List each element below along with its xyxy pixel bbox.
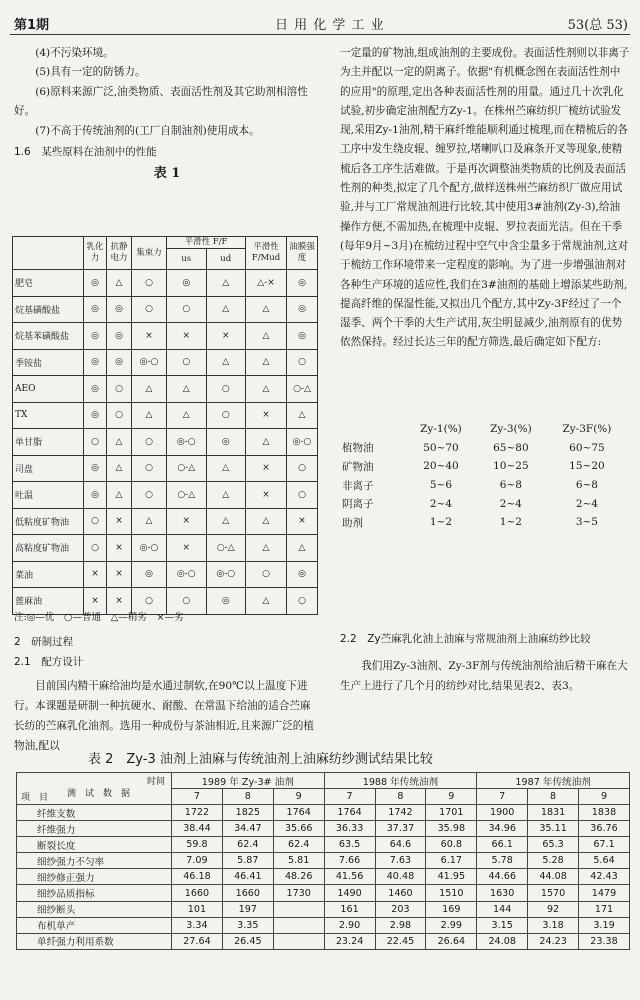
table-cell: 46.41 [222,869,273,885]
table-cell: 44.08 [528,869,579,885]
table-cell: 5.28 [528,853,579,869]
col-header [342,420,406,439]
col-header: 平滑性 F/F [167,237,246,249]
table-cell: ○-△ [167,455,207,482]
table-cell: 23.24 [324,933,375,949]
table-cell: 5.81 [273,853,324,869]
table-cell: 65~80 [493,441,529,454]
table-row [17,933,630,949]
col-header: 平滑性 F/Mud [246,237,287,270]
table-cell: 66.1 [477,837,528,853]
table-cell: ○ [84,429,107,456]
table-cell: △ [246,376,287,403]
row-label: 蓖麻油 [13,588,84,615]
table-cell: 1~2 [499,516,522,529]
table-cell: 197 [222,901,273,917]
table-cell: 65.3 [528,837,579,853]
paragraph: 目前国内精干麻给油均是水通过制软,在90℃以上温度下进行。本课题是研制一种抗硬水、耐酸、在常温下给油的适合苎麻长纺的苎麻乳化油剂。选用一种成份与茶油相近,且来源广泛的植物油,配以 [14,680,314,753]
table-row [17,885,630,901]
table-cell [273,901,324,917]
table-cell: △ [246,349,287,376]
table-cell: 10~25 [493,460,529,473]
table-cell: ○ [206,402,246,429]
table-cell: 46.18 [172,869,223,885]
row-label: 菜油 [13,561,84,588]
corner-data: 测 试 数 据 [67,789,131,799]
col-header: 抗静电力 [107,237,132,270]
formula-table [342,420,628,532]
table-cell: 36.33 [324,821,375,837]
table-cell: 42.43 [579,869,630,885]
table-cell: × [246,402,287,429]
table-row [17,805,630,821]
table-cell: ◎-○ [132,535,167,562]
table-cell: ○ [246,561,287,588]
table-cell: ◎ [107,296,132,323]
table-cell: △ [287,535,318,562]
table-cell: × [84,561,107,588]
month-header: 7 [324,789,375,805]
row-label: 肥皂 [13,270,84,297]
table-cell: △ [246,508,287,535]
row-label: 助剂 [342,516,363,529]
table-cell: × [287,508,318,535]
table-cell: ○ [107,376,132,403]
table-cell: ○ [287,455,318,482]
table-cell: ◎-○ [206,561,246,588]
table-cell: ○ [132,296,167,323]
table-cell: △ [246,296,287,323]
table-cell: × [107,561,132,588]
table-cell: 41.56 [324,869,375,885]
table-cell: ◎ [206,588,246,615]
table-cell [273,933,324,949]
table-row [17,853,630,869]
issue-number: 第1期 [14,18,50,33]
table-cell: ○ [167,296,207,323]
table-cell: △ [107,455,132,482]
table-cell: ○-△ [167,482,207,509]
table-cell: 15~20 [569,460,605,473]
table-cell: 60~75 [569,441,605,454]
month-header: 9 [426,789,477,805]
row-label: 高粘度矿物油 [13,535,84,562]
table-cell: × [246,455,287,482]
table-cell: △ [132,376,167,403]
table-cell: 2.98 [375,917,426,933]
table-cell: ◎ [84,349,107,376]
row-label: TX [13,402,84,429]
table-row [17,917,630,933]
row-label: 吐温 [13,482,84,509]
table-cell: ○ [132,270,167,297]
table-cell: ◎-○ [132,349,167,376]
col-header: us [167,249,207,270]
table-cell: 3.15 [477,917,528,933]
row-label: 矿物油 [342,460,374,473]
row-label: 断裂长度 [17,837,172,853]
table-cell: 2~4 [575,497,598,510]
table-cell: 5.78 [477,853,528,869]
table-cell: ○ [132,429,167,456]
list-item: (6)原料来源广泛,油类物质、表面活性剂及其它助剂相溶性好。 [14,85,308,118]
table-cell: ○ [206,376,246,403]
month-header: 7 [172,789,223,805]
list-item: (7)不高于传统油剂的(工厂自制油剂)使用成本。 [35,124,260,137]
page-number: 53(总 53) [567,18,628,33]
table-cell: ○ [167,349,207,376]
table-cell: 3~5 [575,516,598,529]
table-cell: 1~2 [429,516,453,529]
table-cell: △ [246,429,287,456]
table-cell: 26.45 [222,933,273,949]
table-cell: 35.66 [273,821,324,837]
table-row [13,561,318,588]
table-cell: 1838 [579,805,630,821]
table-row [342,513,628,532]
table-cell: × [107,535,132,562]
table-cell: 1825 [222,805,273,821]
table-cell: 92 [528,901,579,917]
table-cell: 62.4 [273,837,324,853]
table-cell: △ [287,402,318,429]
table-cell: ◎ [84,323,107,350]
col-header: Zy-3F(%) [562,423,612,436]
table-row [17,821,630,837]
table-cell: 64.6 [375,837,426,853]
table-row [342,494,628,513]
table1-title: 表 1 [153,166,181,182]
table-row [342,476,628,495]
table-cell: × [167,535,207,562]
table-cell: × [246,482,287,509]
table-cell: 1722 [172,805,223,821]
table-cell: ○ [167,588,207,615]
table-cell: 44.66 [477,869,528,885]
col-header: Zy-3(%) [490,423,532,436]
table-cell: ◎-○ [287,429,318,456]
right-column-bottom [340,630,630,696]
table-cell: 20~40 [423,460,459,473]
table-cell: 1764 [324,805,375,821]
table-cell: 5.87 [222,853,273,869]
table-cell: △ [206,482,246,509]
table-cell: △ [206,455,246,482]
corner-item: 项 目 [21,793,49,803]
table-cell: 2.90 [324,917,375,933]
table-row [17,901,630,917]
table-cell: ◎ [107,349,132,376]
table-cell: 6~8 [499,479,522,492]
table-cell: ◎ [107,323,132,350]
row-label: 低粘度矿物油 [13,508,84,535]
table-cell: 5~6 [429,479,453,492]
table-cell: 1630 [477,885,528,901]
table-row [13,349,318,376]
row-label: 布机单产 [17,917,172,933]
table-cell: 2.99 [426,917,477,933]
table-cell: 1479 [579,885,630,901]
table-cell: ○-△ [206,535,246,562]
right-column-top [340,44,630,353]
table-cell: 6~8 [575,479,598,492]
table-cell: × [107,588,132,615]
table-cell: ◎ [287,296,318,323]
col-header: ud [206,249,246,270]
table-row [13,376,318,403]
table-row [17,869,630,885]
table2-caption: 表 2 Zy-3 油剂上油麻与传统油剂上油麻纺纱测试结果比较 [88,752,433,767]
table-cell: 40.48 [375,869,426,885]
table-cell: 1460 [375,885,426,901]
paragraph: 我们用Zy-3油剂、Zy-3F剂与传统油剂给油后精干麻在大生产上进行了几个月的纺纱对比,结果见表2、表3。 [340,660,628,692]
month-header: 7 [477,789,528,805]
table-cell: △ [246,535,287,562]
page-header [10,12,630,35]
row-label: 非离子 [342,479,374,492]
table-cell: 144 [477,901,528,917]
table-cell: ◎ [84,455,107,482]
table-cell: 169 [426,901,477,917]
table-cell: 22.45 [375,933,426,949]
table-cell: ○ [287,349,318,376]
table-cell: × [167,508,207,535]
row-label: 阴离子 [342,498,374,511]
table-cell: 1660 [172,885,223,901]
row-label: 司盘 [13,455,84,482]
table-cell: △ [246,323,287,350]
table-cell: 6.17 [426,853,477,869]
table-cell: 7.09 [172,853,223,869]
table1-note: 注:◎—优 ○—普通 △—稍劣 ×—劣 [14,612,184,623]
left-column-bottom [14,608,320,756]
table-cell: 7.63 [375,853,426,869]
table-cell: △ [107,270,132,297]
table-cell: 38.44 [172,821,223,837]
table-cell: 62.4 [222,837,273,853]
month-header: 9 [579,789,630,805]
table-cell: ◎-○ [167,429,207,456]
table-cell: 34.96 [477,821,528,837]
table-cell: ◎ [167,270,207,297]
table-cell: 26.64 [426,933,477,949]
table-cell: △ [206,270,246,297]
row-label: AEO [13,376,84,403]
table-cell: 50~70 [423,441,459,454]
table-cell: △ [206,508,246,535]
table-cell: 1660 [222,885,273,901]
table-cell: 34.47 [222,821,273,837]
col-header: 油膜强度 [287,237,318,270]
table-row [13,508,318,535]
row-label: 细纱品质指标 [17,885,172,901]
table-cell: 36.76 [579,821,630,837]
table-cell: △ [206,349,246,376]
table-row [13,535,318,562]
table-cell: 41.95 [426,869,477,885]
table-row [17,837,630,853]
table-cell: 171 [579,901,630,917]
table-cell: △-× [246,270,287,297]
month-header: 8 [375,789,426,805]
table-cell: ◎-○ [167,561,207,588]
table-row [13,429,318,456]
table-cell: 24.08 [477,933,528,949]
table-row [13,270,318,297]
table-cell: 59.8 [172,837,223,853]
row-label: 单纤强力利用系数 [17,933,172,949]
table-row [342,420,628,439]
month-header: 8 [528,789,579,805]
table-cell: ◎ [84,402,107,429]
left-column-top [14,44,320,184]
table-row [342,439,628,458]
table-cell: 3.35 [222,917,273,933]
row-label: 纤维支数 [17,805,172,821]
col-header: 乳化力 [84,237,107,270]
table-cell: 1490 [324,885,375,901]
table-cell [273,917,324,933]
table-cell: ○-△ [287,376,318,403]
table-cell: △ [107,482,132,509]
table-row [342,457,628,476]
table-cell: △ [167,376,207,403]
table-cell: × [167,323,207,350]
table-cell: 5.64 [579,853,630,869]
table-cell: 7.66 [324,853,375,869]
list-item: (4)不污染环境。 [35,47,114,59]
table-cell: × [107,508,132,535]
table-cell: 23.38 [579,933,630,949]
table-cell: ○ [132,482,167,509]
corner-time: 时间 [146,777,165,787]
journal-title: 日 用 化 学 工 业 [275,18,385,33]
col-header: 集束力 [132,237,167,270]
table-cell: × [206,323,246,350]
section-heading: 2.2 Zy苎麻乳化油上油麻与常规油剂上油麻纺纱比较 [340,633,591,645]
section-heading: 2.1 配方设计 [14,655,84,668]
table-cell: 1730 [273,885,324,901]
table-cell: 1764 [273,805,324,821]
table-cell: 3.34 [172,917,223,933]
month-header: 9 [273,789,324,805]
table-cell: × [132,323,167,350]
table-cell: 27.64 [172,933,223,949]
table-row [13,296,318,323]
row-label: 季铵盐 [13,349,84,376]
table-cell: △ [206,296,246,323]
group-header: 1989 年 Zy-3# 油剂 [172,773,325,789]
table-cell: × [84,588,107,615]
table-cell: 3.19 [579,917,630,933]
table-cell: 101 [172,901,223,917]
table-cell: ○ [107,402,132,429]
table-cell: 1831 [528,805,579,821]
paragraph: 一定量的矿物油,组成油剂的主要成份。表面活性剂则以非离子为主并配以一定的阴离子。依据"有机概念图在表面活性剂中的应用"的原理,定出各种表面活性剂的用量。通过几十次乳化试验,初步确定油剂配方Zy-1。在株州苎麻纺织厂梳纺试验发现,采用Zy-1油剂,精干麻纤维能顺利通过梳理,而在精梳后的各工序中发生绕皮辊、缠罗拉,堵喇叭口及麻条开叉等现象,使精梳后各工序生活难做。于是再次调整油类物质的比例及表面活性剂的种类,拟定了几个配方,做样送株州苎麻纺织厂做应用试验,并与工厂常规油剂进行比较,其中使用3#油剂(Zy-3),给油操作方便,不需加热,在梳理中皮辊、罗拉表面光洁。但在干季(每年9月~3月)在梳纺过程中空气中含尘量多于常规油剂,这对于梳纺工作环境带来一定程度的影响。为了进一步增强油剂对各种生产环境的适应性,我们在3#油剂的基础上增添某些助剂,提高纤维的保湿性能,又拟出几个配方,其中Zy-3F经过了一个湿季、两个干季的大生产试用,灰尘明显减少,油剂原有的优势依然保持。经过长达三年的配方筛选,最后确定如下配方: [340,47,630,349]
table-cell: 2~4 [429,497,453,510]
table-cell: 67.1 [579,837,630,853]
table-cell: ○ [287,482,318,509]
table-cell: ○ [287,588,318,615]
group-header: 1987 年传统油剂 [477,773,630,789]
table-cell: 63.5 [324,837,375,853]
table-row [13,482,318,509]
table-cell: ○ [84,508,107,535]
table-cell: 60.8 [426,837,477,853]
table-cell: 2~4 [499,497,522,510]
table-2 [16,772,630,950]
table-cell: 203 [375,901,426,917]
table-cell: 161 [324,901,375,917]
list-item: (5)具有一定的防锈力。 [35,66,146,79]
table-cell: 37.37 [375,821,426,837]
table-cell: 24.23 [528,933,579,949]
month-header: 8 [222,789,273,805]
row-label: 烷基磺酸盐 [13,296,84,323]
table-cell: 48.26 [273,869,324,885]
group-header: 1988 年传统油剂 [324,773,477,789]
table-cell: △ [132,402,167,429]
table-cell: △ [167,402,207,429]
table-cell: ◎ [84,376,107,403]
table-cell: ◎ [84,270,107,297]
table-1 [12,236,318,615]
table-cell: ◎ [84,296,107,323]
table-cell: 3.18 [528,917,579,933]
row-label: 细纱强力不匀率 [17,853,172,869]
table-row [13,402,318,429]
row-label: 细纱断头 [17,901,172,917]
row-label: 纤维强力 [17,821,172,837]
table-cell: 1742 [375,805,426,821]
table-cell: 35.98 [426,821,477,837]
section-heading: 1.6 某些原料在油剂中的性能 [14,146,157,159]
table-cell: ◎ [287,323,318,350]
table-cell: ○ [132,588,167,615]
table-cell: ◎ [132,561,167,588]
table-cell: ◎ [206,429,246,456]
table-cell: ◎ [287,270,318,297]
table-cell: ◎ [287,561,318,588]
table-row [13,455,318,482]
col-header: Zy-1(%) [420,423,462,436]
table-cell: △ [132,508,167,535]
table-cell: 1510 [426,885,477,901]
table-cell: ○ [132,455,167,482]
table-row [13,323,318,350]
section-heading: 2 研制过程 [14,636,74,649]
table-cell: 1701 [426,805,477,821]
row-label: 烷基苯磺酸盐 [13,323,84,350]
table-cell: ○ [84,535,107,562]
table-cell: ◎ [84,482,107,509]
table-cell: △ [246,588,287,615]
table-cell: 1900 [477,805,528,821]
table-cell: 1570 [528,885,579,901]
table-cell: △ [107,429,132,456]
row-label: 单甘脂 [13,429,84,456]
row-label: 植物油 [342,442,374,455]
table-cell: 35.11 [528,821,579,837]
row-label: 细纱修正强力 [17,869,172,885]
